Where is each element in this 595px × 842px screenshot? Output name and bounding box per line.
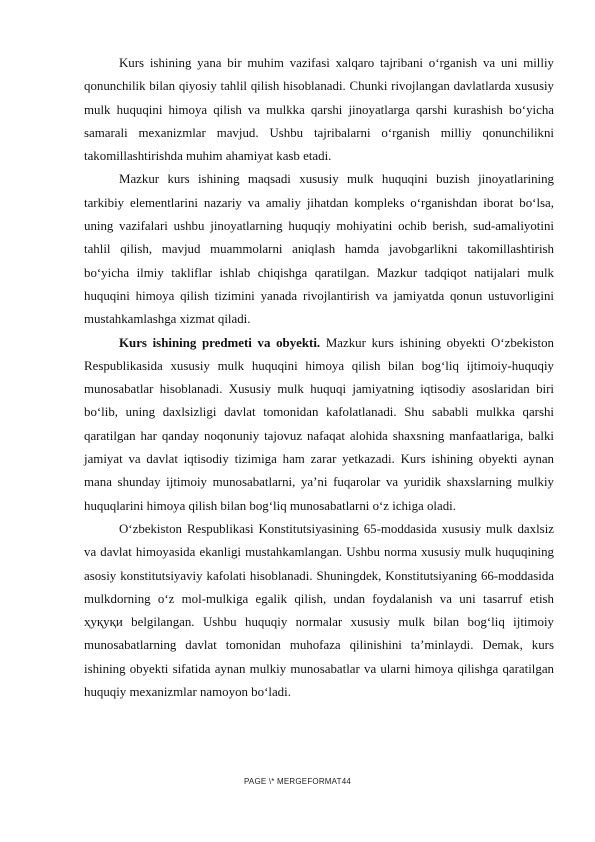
body-text	[84, 52, 554, 704]
paragraph-2	[84, 168, 554, 331]
paragraph-3-text: Mazkur kurs ishining obyekti Oʻzbekiston Respublikasida xususiy mulk huquqini himoya qilish bilan bogʻliq ijtimoiy-huquqiy munosabatlar hisoblanadi. Xususiy mulk huquqi jamiyatning iqtisodiy asoslaridan biri boʻlib, uning daxlsizligi davlat tomonidan kafolatlanadi. Shu sababli mulkka qarshi qaratilgan har qanday noqonuniy tajovuz nafaqat alohida shaxsning manfaatlariga, balki jamiyat va davlat iqtisodiy tizimiga ham zarar yetkazadi. Kurs ishining obyekti aynan mana shunday ijtimoiy munosabatlarni, yaʼni fuqarolar va yuridik shaxslarning mulkiy huquqlarini himoya qilish bilan bogʻliq munosabatlarni oʻz ichiga oladi.	[84, 335, 555, 513]
paragraph-1-text: Kurs ishining yana bir muhim vazifasi xalqaro tajribani oʻrganish va uni milliy qonunchilik bilan qiyosiy tahlil qilish hisoblanadi. Chunki rivojlangan davlatlarda xususiy mulk huquqini himoya qilish va mulkka qarshi jinoyatlarga qarshi kurashish boʻyicha samarali mexanizmlar mavjud. Ushbu tajribalarni oʻrganish milliy qonunchilikni takomillashtirishda muhim ahamiyat kasb etadi.	[84, 56, 554, 164]
page-number-field: PAGE \* MERGEFORMAT44	[243, 777, 352, 786]
paragraph-1	[84, 52, 554, 168]
paragraph-2-text: Mazkur kurs ishining maqsadi xususiy mulk huquqini buzish jinoyatlarining tarkibiy elementlarini nazariy va amaliy jihatdan kompleks oʻrganishdan iborat boʻlsa, uning vazifalari ushbu jinoyatlarning huquqiy mohiyatini ochib berish, sud-amaliyotini tahlil qilish, mavjud muammolarni aniqlash hamda javobgarlikni takomillashtirish boʻyicha ilmiy takliflar ishlab chiqishga qaratilgan. Mazkur tadqiqot natijalari mulk huquqini himoya qilish tizimini yanada rivojlantirish va jamiyatda qonun ustuvorligini mustahkamlashga xizmat qiladi.	[84, 172, 554, 327]
paragraph-4-text: Oʻzbekiston Respublikasi Konstitutsiyasining 65-moddasida xususiy mulk daxlsiz va davlat himoyasida ekanligi mustahkamlangan. Ushbu norma xususiy mulk huquqining asosiy konstitutsiyaviy kafolati hisoblanadi. Shuningdek, Konstitutsiyaning 66-moddasida mulkdorning oʻz mol-mulkiga egalik qilish, undan foydalanish va uni tasarruf etish ҳуқуқи belgilangan. Ushbu huquqiy normalar xususiy mulk bilan bogʻliq ijtimoiy munosabatlarning davlat tomonidan muhofaza qilinishini taʼminlaydi. Demak, kurs ishining obyekti sifatida aynan mulkiy munosabatlar va ularni himoya qilishga qaratilgan huquqiy mexanizmlar namoyon boʻladi.	[84, 521, 554, 700]
paragraph-4	[84, 518, 554, 704]
paragraph-3	[84, 332, 554, 518]
paragraph-3-lead: Kurs ishining predmeti va obyekti.	[119, 335, 321, 350]
